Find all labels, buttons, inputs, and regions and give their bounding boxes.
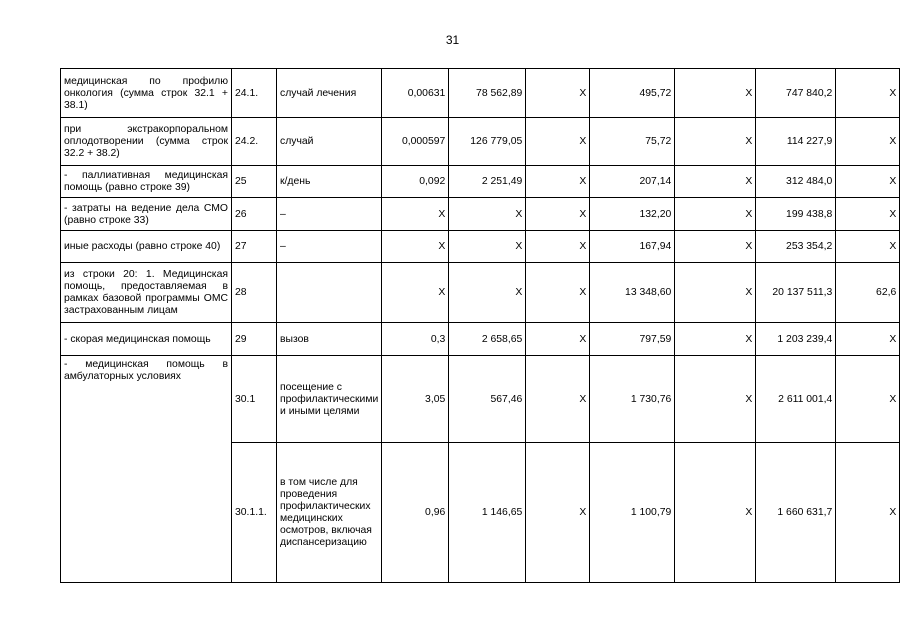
cell-col7: 495,72 xyxy=(590,69,675,118)
cell-col6: Х xyxy=(526,231,590,263)
cell-col4: 0,000597 xyxy=(382,118,449,166)
cell-col7: 167,94 xyxy=(590,231,675,263)
cell-col8: Х xyxy=(675,166,756,198)
cell-col4: Х xyxy=(382,263,449,323)
row-unit: вызов xyxy=(277,323,382,356)
financial-table xyxy=(60,68,900,583)
cell-col5: 126 779,05 xyxy=(449,118,526,166)
cell-col5: 567,46 xyxy=(449,356,526,443)
cell-col8: Х xyxy=(675,118,756,166)
table-row xyxy=(61,69,900,118)
cell-col9: 312 484,0 xyxy=(756,166,836,198)
cell-col10: 62,6 xyxy=(836,263,900,323)
row-unit xyxy=(277,263,382,323)
cell-col9: 747 840,2 xyxy=(756,69,836,118)
table-row xyxy=(61,198,900,231)
row-description: иные расходы (равно строке 40) xyxy=(61,231,232,263)
table-row xyxy=(61,263,900,323)
table-row xyxy=(61,231,900,263)
row-code: 27 xyxy=(232,231,277,263)
cell-col10: Х xyxy=(836,356,900,443)
cell-col6: Х xyxy=(526,323,590,356)
cell-col10: Х xyxy=(836,118,900,166)
cell-col10: Х xyxy=(836,166,900,198)
row-unit: посещение с профилактическими и иными целями xyxy=(277,356,382,443)
row-description: медицинская по профилю онкология (сумма строк 32.1 + 38.1) xyxy=(61,69,232,118)
cell-col10: Х xyxy=(836,231,900,263)
cell-col9: 199 438,8 xyxy=(756,198,836,231)
cell-col4: 0,092 xyxy=(382,166,449,198)
cell-col6: Х xyxy=(526,263,590,323)
cell-col4: Х xyxy=(382,231,449,263)
cell-col4: 0,3 xyxy=(382,323,449,356)
cell-col5: Х xyxy=(449,263,526,323)
cell-col6: Х xyxy=(526,118,590,166)
cell-col5: 1 146,65 xyxy=(449,443,526,583)
cell-col7: 132,20 xyxy=(590,198,675,231)
cell-col9: 20 137 511,3 xyxy=(756,263,836,323)
row-code: 29 xyxy=(232,323,277,356)
cell-col7: 13 348,60 xyxy=(590,263,675,323)
row-description: при экстракорпоральном оплодотворении (сумма строк 32.2 + 38.2) xyxy=(61,118,232,166)
cell-col8: Х xyxy=(675,263,756,323)
cell-col9: 1 203 239,4 xyxy=(756,323,836,356)
row-description: - паллиативная медицинская помощь (равно строке 39) xyxy=(61,166,232,198)
row-code: 26 xyxy=(232,198,277,231)
cell-col7: 207,14 xyxy=(590,166,675,198)
table-row xyxy=(61,323,900,356)
table-row xyxy=(61,356,900,443)
cell-col7: 1 730,76 xyxy=(590,356,675,443)
cell-col4: 3,05 xyxy=(382,356,449,443)
cell-col10: Х xyxy=(836,198,900,231)
cell-col8: Х xyxy=(675,231,756,263)
cell-col6: Х xyxy=(526,166,590,198)
cell-col9: 114 227,9 xyxy=(756,118,836,166)
cell-col9: 253 354,2 xyxy=(756,231,836,263)
row-unit: случай xyxy=(277,118,382,166)
row-unit: к/день xyxy=(277,166,382,198)
cell-col5: 2 658,65 xyxy=(449,323,526,356)
cell-col5: 78 562,89 xyxy=(449,69,526,118)
row-description: из строки 20: 1. Медицинская помощь, предоставляемая в рамках базовой программы ОМС застрахованным лицам xyxy=(61,263,232,323)
row-code: 30.1.1. xyxy=(232,443,277,583)
cell-col8: Х xyxy=(675,356,756,443)
row-code: 24.1. xyxy=(232,69,277,118)
cell-col9: 2 611 001,4 xyxy=(756,356,836,443)
row-description: - затраты на ведение дела СМО (равно строке 33) xyxy=(61,198,232,231)
cell-col7: 1 100,79 xyxy=(590,443,675,583)
cell-col4: 0,96 xyxy=(382,443,449,583)
cell-col5: Х xyxy=(449,198,526,231)
cell-col6: Х xyxy=(526,198,590,231)
row-unit: – xyxy=(277,231,382,263)
cell-col6: Х xyxy=(526,356,590,443)
page-number: 31 xyxy=(445,33,460,47)
cell-col4: 0,00631 xyxy=(382,69,449,118)
row-code: 30.1 xyxy=(232,356,277,443)
row-description: - скорая медицинская помощь xyxy=(61,323,232,356)
row-unit: – xyxy=(277,198,382,231)
cell-col7: 75,72 xyxy=(590,118,675,166)
cell-col9: 1 660 631,7 xyxy=(756,443,836,583)
table-row xyxy=(61,166,900,198)
cell-col4: Х xyxy=(382,198,449,231)
cell-col8: Х xyxy=(675,323,756,356)
row-unit: в том числе для проведения профилактических медицинских осмотров, включая диспансеризацию xyxy=(277,443,382,583)
row-code: 25 xyxy=(232,166,277,198)
row-description: - медицинская помощь в амбулаторных условиях xyxy=(61,356,232,583)
cell-col10: Х xyxy=(836,323,900,356)
cell-col10: Х xyxy=(836,69,900,118)
cell-col8: Х xyxy=(675,443,756,583)
cell-col6: Х xyxy=(526,443,590,583)
cell-col6: Х xyxy=(526,69,590,118)
cell-col7: 797,59 xyxy=(590,323,675,356)
row-code: 28 xyxy=(232,263,277,323)
row-unit: случай лечения xyxy=(277,69,382,118)
cell-col5: 2 251,49 xyxy=(449,166,526,198)
cell-col8: Х xyxy=(675,69,756,118)
table-row xyxy=(61,118,900,166)
cell-col10: Х xyxy=(836,443,900,583)
row-code: 24.2. xyxy=(232,118,277,166)
cell-col8: Х xyxy=(675,198,756,231)
cell-col5: Х xyxy=(449,231,526,263)
